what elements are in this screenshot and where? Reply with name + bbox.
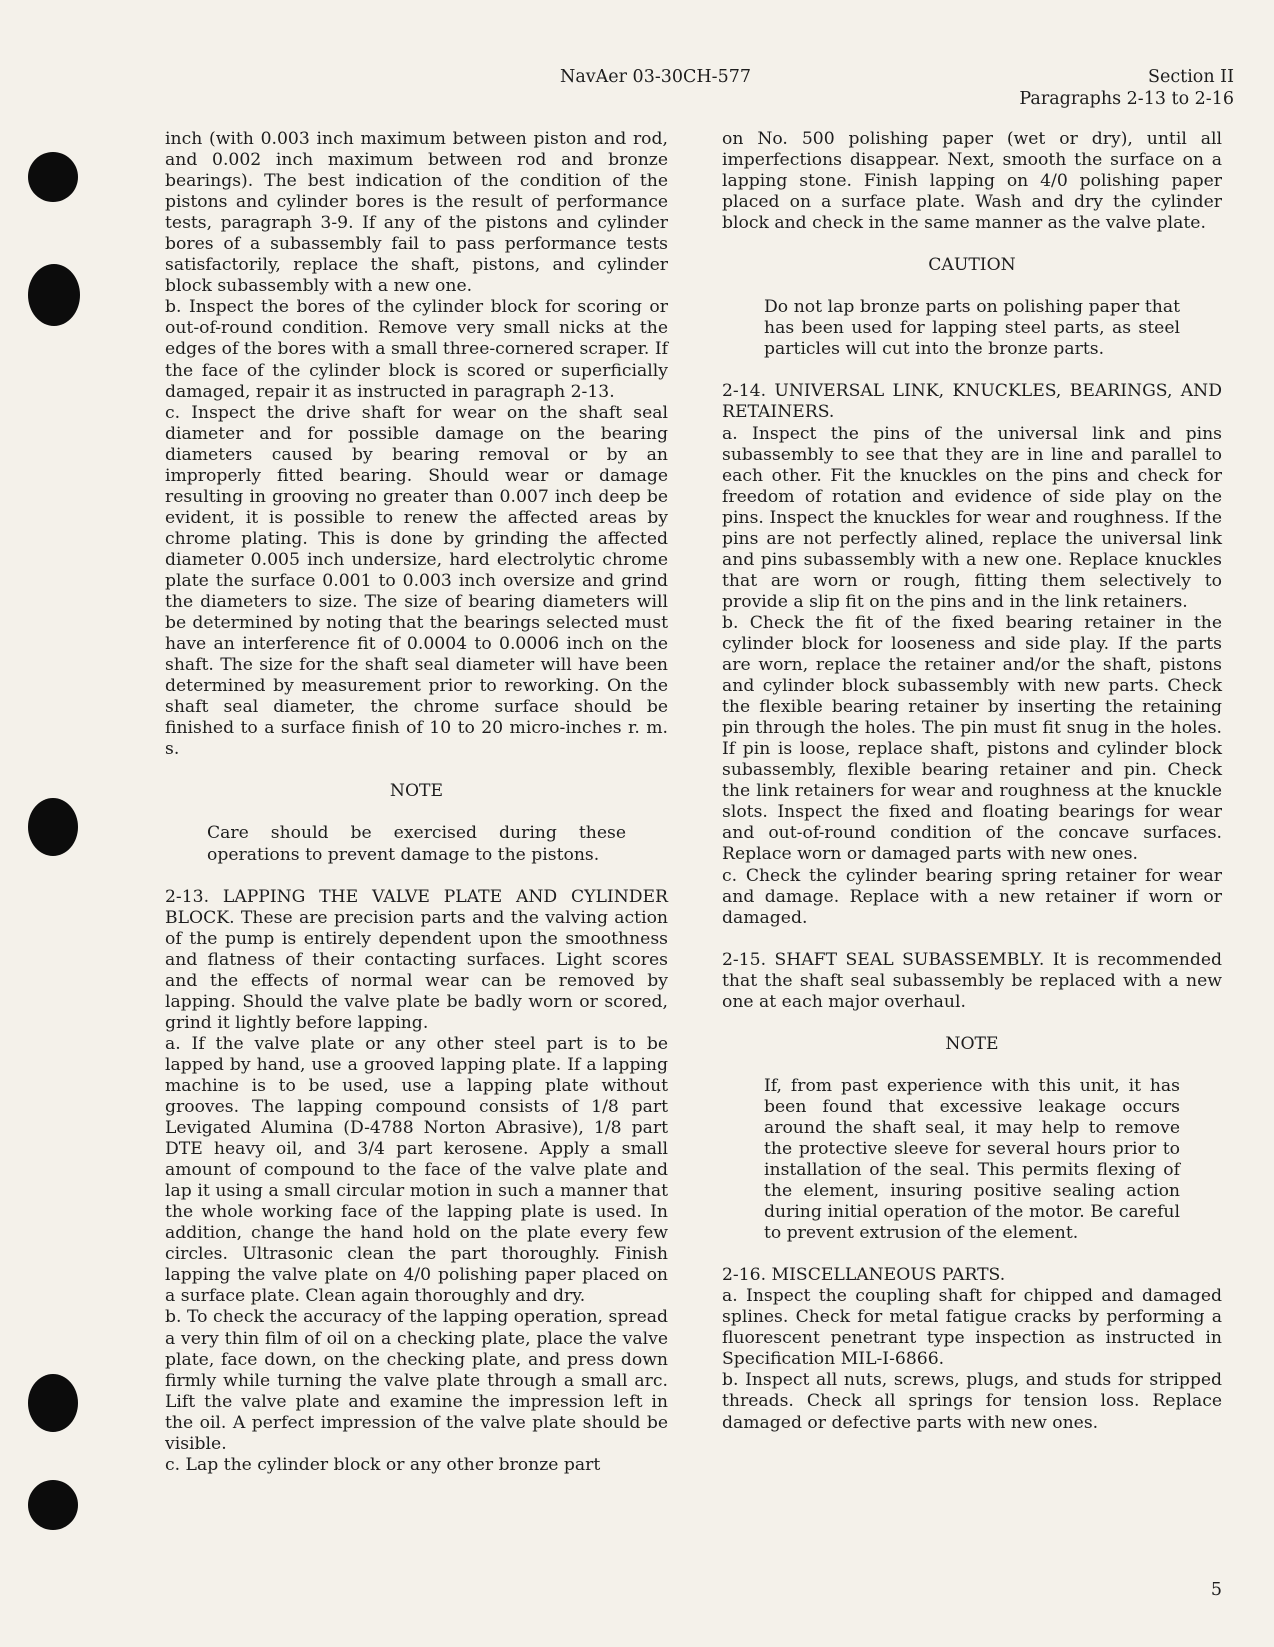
note-heading: NOTE xyxy=(389,781,444,802)
paragraph: a. Inspect the coupling shaft for chipped and damaged splines. Check for metal fatigue cracks by performing a fluorescent penetrant type inspection as instructed in Specification MIL-I-6866. xyxy=(722,1286,1222,1370)
binder-hole xyxy=(28,798,78,856)
section-label: Section II xyxy=(1148,67,1234,87)
paragraph: b. Inspect the bores of the cylinder block for scoring or out-of-round condition. Remove very small nicks at the edges of the bores with a small three-cornered scraper. If the face of the cylinder block is scored or superficially damaged, repair it as instructed in paragraph 2-13. xyxy=(165,297,668,402)
binder-hole xyxy=(28,264,80,326)
page-number: 5 xyxy=(1210,1580,1222,1600)
section-2-16: 2-16. MISCELLANEOUS PARTS. xyxy=(722,1265,1006,1286)
section-2-14: 2-14. UNIVERSAL LINK, KNUCKLES, BEARINGS, AND RETAINERS. xyxy=(722,381,1222,423)
paragraph: a. Inspect the pins of the universal link and pins subassembly to see that they are in line and parallel to each other. Fit the knuckles on the pins and check for freedom of rotation and evidence of side play on the pins. Inspect the knuckles for wear and roughness. If the pins are not perfectly alined, replace the universal link and pins subassembly with a new one. Replace knuckles that are worn or rough, fitting them selectively to provide a slip fit on the pins and in the link retainers. xyxy=(722,423,1222,612)
note-heading: NOTE xyxy=(945,1033,999,1054)
section-2-13: 2-13. LAPPING THE VALVE PLATE AND CYLINDER BLOCK. These are precision parts and the valving action of the pump is entirely dependent upon the smoothness and flatness of their contacting surfaces. Light scores and the effects of normal wear can be removed by lapping. Should the valve plate be badly worn or scored, grind it lightly before lapping. xyxy=(165,886,668,1033)
paragraph: b. Check the fit of the fixed bearing retainer in the cylinder block for looseness and side play. If the parts are worn, replace the retainer and/or the shaft, pistons and cylinder block subassembly with new parts. Check the flexible bearing retainer by inserting the retaining pin through the holes. The pin must fit snug in the holes. If pin is loose, replace shaft, pistons and cylinder block subassembly, flexible bearing retainer and pin. Check the link retainers for wear and roughness at the knuckle slots. Inspect the fixed and floating bearings for wear and out-of-round condition of the concave surfaces. Replace worn or damaged parts with new ones. xyxy=(722,612,1222,865)
left-column xyxy=(165,129,668,1476)
paragraph: on No. 500 polishing paper (wet or dry), until all imperfections disappear. Next, smooth the surface on a lapping stone. Finish lapping on 4/0 polishing paper placed on a surface plate. Wash and dry the cylinder block and check in the same manner as the valve plate. xyxy=(722,129,1222,234)
paragraph: c. Inspect the drive shaft for wear on the shaft seal diameter and for possible damage on the bearing diameters caused by bearing removal or by an improperly fitted bearing. Should wear or damage resulting in grooving no greater than 0.007 inch deep be evident, it is possible to renew the affected areas by chrome plating. This is done by grinding the affected diameter 0.005 inch undersize, hard electrolytic chrome plate the surface 0.001 to 0.003 inch oversize and grind the diameters to size. The size of bearing diameters will be determined by noting that the bearings selected must have an interference fit of 0.0004 to 0.0006 inch on the shaft. The size for the shaft seal diameter will have been determined by measurement prior to reworking. On the shaft seal diameter, the chrome surface should be finished to a surface finish of 10 to 20 micro-inches r. m. s. xyxy=(165,402,668,760)
paragraph-range: Paragraphs 2-13 to 2-16 xyxy=(1019,89,1234,109)
paragraph: b. To check the accuracy of the lapping operation, spread a very thin film of oil on a checking plate, place the valve plate, face down, on the checking plate, and press down firmly while turning the valve plate through a small arc. Lift the valve plate and examine the impression left in the oil. A perfect impression of the valve plate should be visible. xyxy=(165,1307,668,1454)
paragraph: a. If the valve plate or any other steel part is to be lapped by hand, use a grooved lapping plate. If a lapping machine is to be used, use a lapping plate without grooves. The lapping compound consists of 1/8 part Levigated Alumina (D-4788 Norton Abrasive), 1/8 part DTE heavy oil, and 3/4 part kerosene. Apply a small amount of compound to the face of the valve plate and lap it using a small circular motion in such a manner that the whole working face of the lapping plate is used. In addition, change the hand hold on the plate every few circles. Ultrasonic clean the part thoroughly. Finish lapping the valve plate on 4/0 polishing paper placed on a surface plate. Clean again thoroughly and dry. xyxy=(165,1033,668,1307)
binder-hole xyxy=(28,152,78,202)
doc-number: NavAer 03-30CH-577 xyxy=(560,67,751,87)
note-text: Care should be exercised during these operations to prevent damage to the pistons. xyxy=(207,823,626,865)
caution-heading: CAUTION xyxy=(928,255,1016,276)
binder-hole xyxy=(28,1374,78,1432)
paragraph: inch (with 0.003 inch maximum between piston and rod, and 0.002 inch maximum between rod and bronze bearings). The best indication of the condition of the pistons and cylinder bores is the result of performance tests, paragraph 3-9. If any of the pistons and cylinder bores of a subassembly fail to pass performance tests satisfactorily, replace the shaft, pistons, and cylinder block subassembly with a new one. xyxy=(165,129,668,297)
paragraph: c. Lap the cylinder block or any other bronze part xyxy=(165,1454,601,1475)
caution-text: Do not lap bronze parts on polishing paper that has been used for lapping steel parts, as steel particles will cut into the bronze parts. xyxy=(764,297,1180,360)
paragraph: b. Inspect all nuts, screws, plugs, and studs for stripped threads. Check all springs for tension loss. Replace damaged or defective parts with new ones. xyxy=(722,1370,1222,1433)
note-text: If, from past experience with this unit, it has been found that excessive leakage occurs around the shaft seal, it may help to remove the protective sleeve for several hours prior to installation of the seal. This permits flexing of the element, insuring positive sealing action during initial operation of the motor. Be careful to prevent extrusion of the element. xyxy=(764,1075,1180,1244)
binder-hole xyxy=(28,1480,78,1530)
paragraph: c. Check the cylinder bearing spring retainer for wear and damage. Replace with a new retainer if worn or damaged. xyxy=(722,865,1222,928)
section-2-15: 2-15. SHAFT SEAL SUBASSEMBLY. It is recommended that the shaft seal subassembly be replaced with a new one at each major overhaul. xyxy=(722,949,1222,1012)
page-header xyxy=(560,66,1234,110)
right-column xyxy=(722,129,1222,1434)
